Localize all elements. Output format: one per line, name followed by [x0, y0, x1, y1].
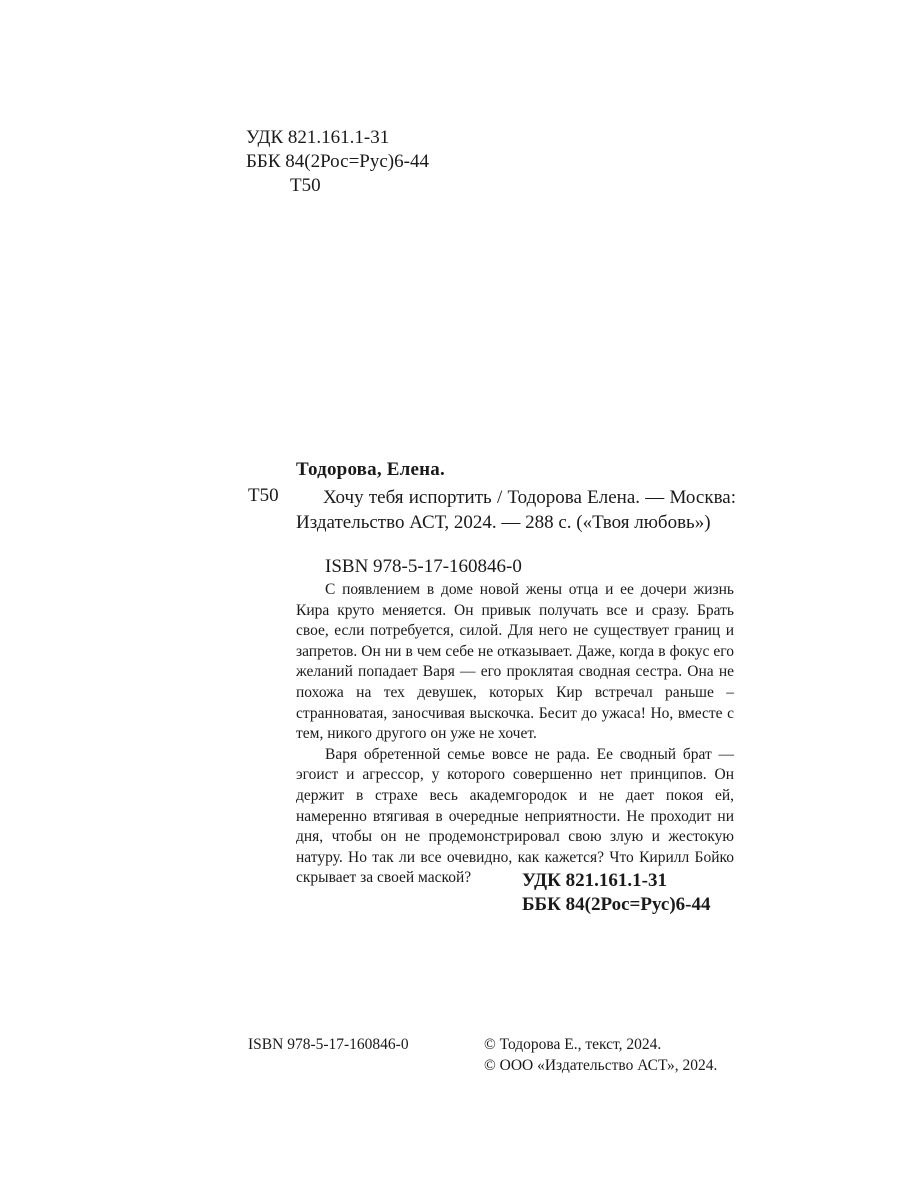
copyright-block: [484, 1034, 717, 1076]
call-number: Т50: [248, 485, 279, 506]
annotation-paragraph: Варя обретенной семье вовсе не рада. Ее сводный брат — эгоист и агрессор, у которого совершенно нет принципов. Он держит в страхе весь академгородок и не дает покоя ей, намеренно втягивая в очередные неприятности. Не проходит ни дня, чтобы он не продемонстрировал свою злую и жестокую натуру. Но так ли все очевидно, как кажется? Что Кирилл Бойко скрывает за своей маской?: [296, 745, 734, 887]
annotation-paragraph: С появлением в доме новой жены отца и ее дочери жизнь Кира круто меняется. Он привык получать все и сразу. Брать свое, если потребуется, силой. Для него не существует границ и запретов. Он ни в чем себе не отказывает. Даже, когда в фокус его желаний попадает Варя — его проклятая сводная сестра. Она не похожа на тех девушек, которых Кир встречал раньше – странноватая, заносчивая выскочка. Бесит до ужаса! Но, вместе с тем, никого другого он уже не хочет.: [296, 581, 734, 743]
author-mark: Т50: [290, 175, 321, 196]
classification-codes-bottom: [522, 869, 710, 917]
author-heading: Тодорова, Елена.: [296, 459, 445, 480]
bbk-code: ББК 84(2Рос=Рус)6-44: [246, 151, 429, 172]
classification-codes-top: [246, 126, 429, 198]
annotation: [296, 580, 734, 889]
bibliographic-description: [296, 485, 736, 535]
bbk-code-bottom: ББК 84(2Рос=Рус)6-44: [522, 894, 711, 915]
entry-isbn: ISBN 978-5-17-160846-0: [325, 556, 522, 577]
bibliographic-text: Хочу тебя испортить / Тодорова Елена. — Москва: Издательство АСТ, 2024. — 288 с. («Твоя любовь»): [296, 487, 736, 533]
copyright-author: © Тодорова Е., текст, 2024.: [484, 1036, 662, 1053]
udk-code-bottom: УДК 821.161.1-31: [522, 870, 667, 891]
udk-code: УДК 821.161.1-31: [246, 127, 390, 148]
copyright-publisher: © ООО «Издательство АСТ», 2024.: [484, 1057, 718, 1074]
footer-isbn: ISBN 978-5-17-160846-0: [248, 1036, 409, 1053]
